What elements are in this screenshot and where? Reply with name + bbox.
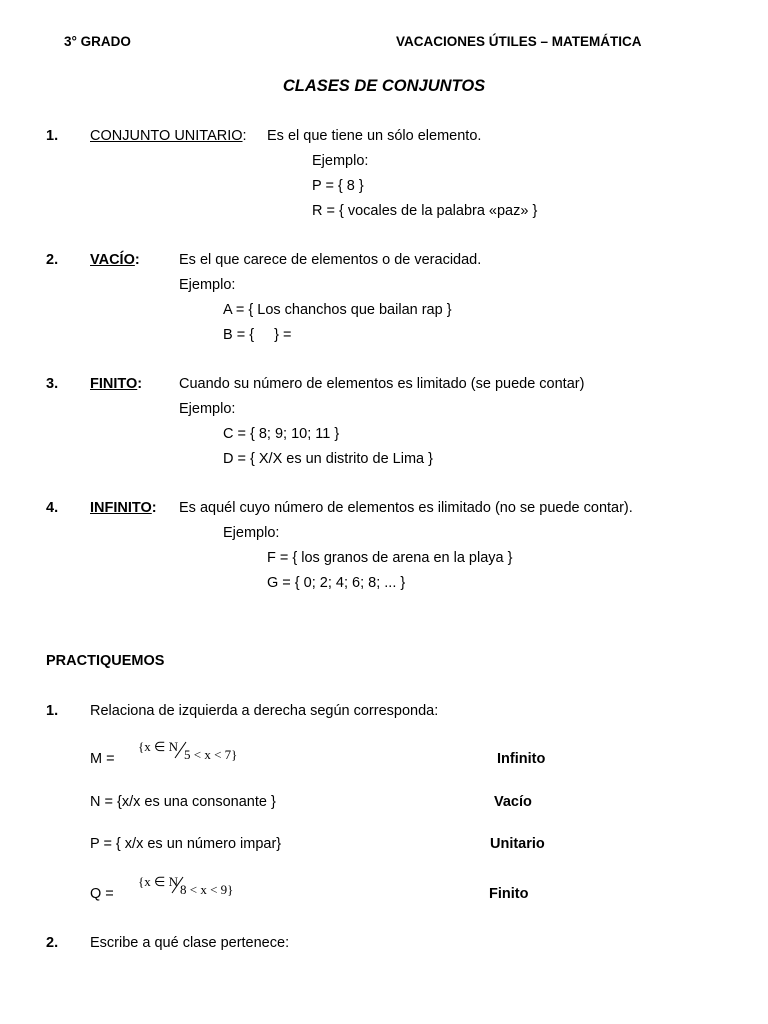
section-number: 1. <box>46 128 59 144</box>
question-number: 1. <box>46 703 59 719</box>
section-term: INFINITO <box>90 500 152 516</box>
example-line: R = { vocales de la palabra «paz» } <box>312 203 538 219</box>
example-line: B = { } = <box>223 327 292 343</box>
practice-heading: PRACTIQUEMOS <box>46 653 165 669</box>
section-number: 4. <box>46 500 59 516</box>
section-term-sep: : <box>137 376 143 392</box>
answer-option-vacio: Vacío <box>494 794 532 810</box>
section-definition: Cuando su número de elementos es limitado (se puede contar) <box>179 376 585 392</box>
example-label: Ejemplo: <box>223 525 280 541</box>
section-definition: Es aquél cuyo número de elementos es ilimitado (no se puede contar). <box>179 500 633 516</box>
set-m-notation-top: {x ∈ N <box>138 739 178 754</box>
section-term-sep: : <box>134 252 140 268</box>
question-text: Escribe a qué clase pertenece: <box>90 935 290 951</box>
question-text: Relaciona de izquierda a derecha según corresponda: <box>90 703 439 719</box>
example-label: Ejemplo: <box>179 401 236 417</box>
example-line: C = { 8; 9; 10; 11 } <box>223 426 340 442</box>
section-term: VACÍO <box>90 252 135 268</box>
example-line: P = { 8 } <box>312 178 364 194</box>
header-subject: VACACIONES ÚTILES – MATEMÁTICA <box>396 34 642 49</box>
set-m-notation-bottom: 5 < x < 7} <box>184 747 238 762</box>
set-m-label: M = <box>90 751 115 767</box>
section-number: 3. <box>46 376 59 392</box>
example-line: D = { X/X es un distrito de Lima } <box>223 451 433 467</box>
set-q-notation-top: {x ∈ N <box>138 874 178 889</box>
section-definition: Es el que carece de elementos o de veracidad. <box>179 252 482 268</box>
section-term-sep: : <box>151 500 157 516</box>
set-p-label: P = { x/x es un número impar} <box>90 836 282 852</box>
example-line: G = { 0; 2; 4; 6; 8; ... } <box>267 575 406 591</box>
example-line: F = { los granos de arena en la playa } <box>267 550 513 566</box>
section-term: FINITO <box>90 376 138 392</box>
example-line: A = { Los chanchos que bailan rap } <box>223 302 452 318</box>
question-number: 2. <box>46 935 59 951</box>
example-label: Ejemplo: <box>312 153 369 169</box>
section-definition: Es el que tiene un sólo elemento. <box>267 128 482 144</box>
example-label: Ejemplo: <box>179 277 236 293</box>
answer-option-unitario: Unitario <box>490 836 545 852</box>
section-term: CONJUNTO UNITARIO <box>90 128 243 144</box>
page-title: CLASES DE CONJUNTOS <box>282 77 486 95</box>
set-n-label: N = {x/x es una consonante } <box>90 794 276 810</box>
section-term-sep: : <box>242 128 247 144</box>
answer-option-infinito: Infinito <box>497 751 546 767</box>
header-grade: 3° GRADO <box>64 34 131 49</box>
section-number: 2. <box>46 252 59 268</box>
set-q-notation-bottom: 8 < x < 9} <box>180 882 234 897</box>
answer-option-finito: Finito <box>489 886 529 902</box>
set-q-label: Q = <box>90 886 114 902</box>
